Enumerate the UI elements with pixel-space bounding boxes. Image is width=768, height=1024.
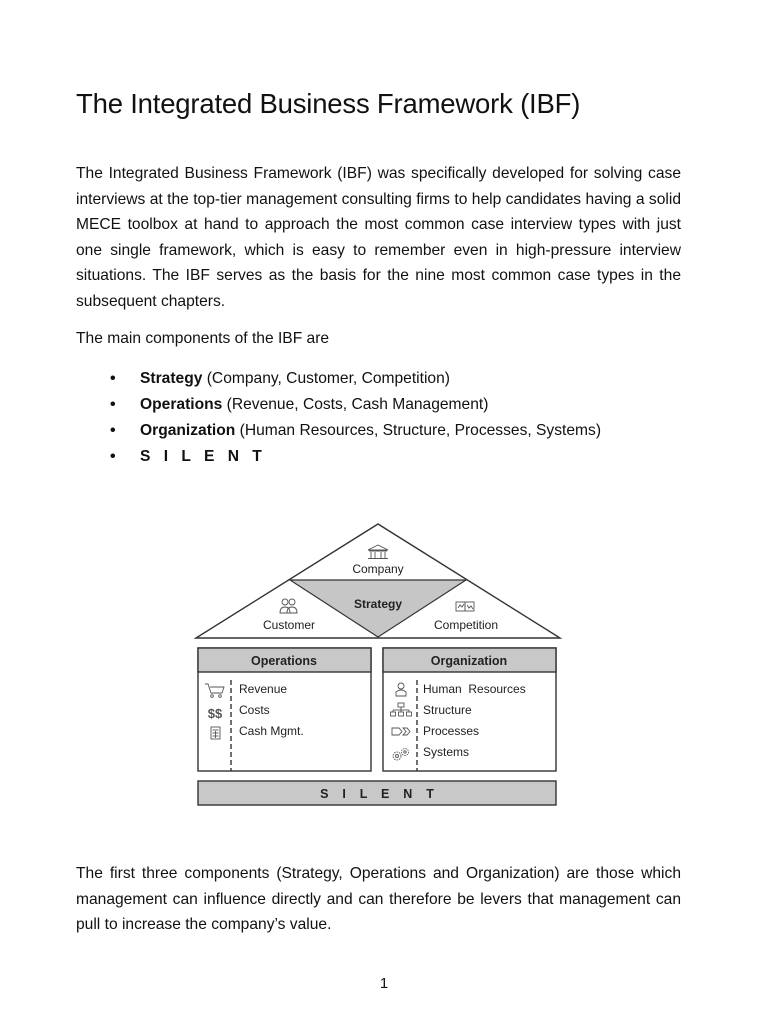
- organization-box: [383, 648, 556, 771]
- bullet-bold: Strategy: [140, 370, 203, 387]
- list-item: [76, 418, 681, 444]
- operations-title: Operations: [251, 654, 317, 668]
- strategy-label: Strategy: [353, 597, 403, 611]
- cash-mgmt-label: Cash Mgmt.: [239, 724, 304, 738]
- roof: [196, 524, 560, 638]
- page-number: 1: [379, 975, 389, 992]
- bullet-icon: •: [110, 396, 116, 413]
- list-item: [76, 392, 681, 418]
- page-title: The Integrated Business Framework (IBF): [76, 88, 581, 119]
- bullet-bold: Organization: [140, 422, 236, 439]
- ibf-diagram: [194, 520, 564, 812]
- bullet-icon: •: [110, 370, 116, 387]
- systems-label: Systems: [423, 745, 470, 759]
- bullet-icon: •: [110, 448, 116, 465]
- bullet-text: (Company, Customer, Competition): [202, 370, 450, 387]
- bullet-bold: Operations: [140, 396, 223, 413]
- processes-label: Processes: [423, 724, 480, 738]
- components-intro: The main components of the IBF are: [76, 330, 330, 347]
- operations-box: [198, 648, 371, 771]
- costs-label: Costs: [239, 703, 270, 717]
- bullet-icon: •: [110, 422, 116, 439]
- bullet-bold: S I L E N T: [140, 448, 267, 465]
- conclusion-paragraph: The first three components (Strategy, Operations and Organization) are those which management can influence directly and can therefore be levers that management can pull to increase the company’s value.: [76, 865, 681, 934]
- revenue-label: Revenue: [239, 682, 288, 696]
- silent-label: S I L E N T: [320, 787, 434, 801]
- structure-label: Structure: [423, 703, 472, 717]
- human-resources-label: Human Resources: [423, 682, 526, 696]
- customer-label: Customer: [262, 618, 316, 632]
- intro-paragraph: The Integrated Business Framework (IBF) was specifically developed for solving case interviews at the top-tier management consulting firms to help candidates having a solid MECE toolbox at hand to approach the most common case interview types with just one single framework, which is easy to remember even in high-pressure interview situations. The IBF serves as the basis for the nine most common case types in the subsequent chapters.: [76, 165, 681, 310]
- bullet-text: (Human Resources, Structure, Processes, Systems): [235, 422, 602, 439]
- list-item: [76, 444, 681, 470]
- dollar-icon: $$: [207, 706, 223, 721]
- company-label: Company: [352, 562, 404, 576]
- organization-title: Organization: [430, 654, 508, 668]
- components-list: [76, 366, 681, 470]
- competition-label: Competition: [433, 618, 499, 632]
- silent-bar: [198, 781, 556, 805]
- bullet-text: (Revenue, Costs, Cash Management): [222, 396, 489, 413]
- list-item: [76, 366, 681, 392]
